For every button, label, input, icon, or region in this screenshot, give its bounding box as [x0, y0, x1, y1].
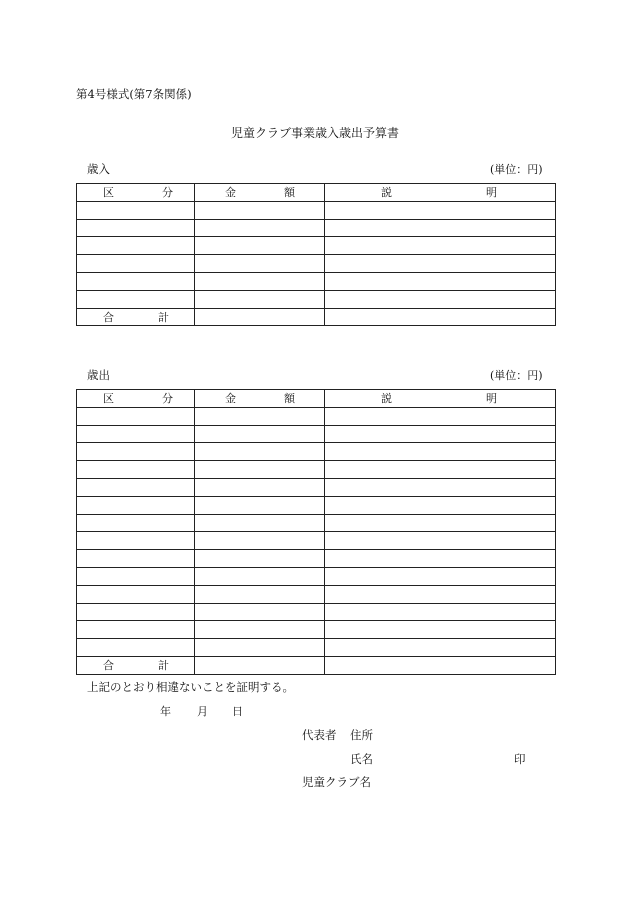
certification-statement: 上記のとおり相違ないことを証明する。 — [87, 680, 294, 694]
description-cell[interactable] — [325, 407, 556, 425]
category-cell[interactable] — [77, 567, 195, 585]
seal-mark: 印 — [514, 752, 526, 766]
description-cell[interactable] — [325, 550, 556, 568]
document-title: 児童クラブ事業歳入歳出予算書 — [230, 126, 399, 140]
table-row — [77, 621, 556, 639]
total-row — [77, 656, 556, 674]
description-cell[interactable] — [325, 237, 556, 255]
amount-cell[interactable] — [195, 255, 325, 273]
description-cell[interactable] — [325, 514, 556, 532]
amount-cell[interactable] — [195, 603, 325, 621]
table-row — [77, 237, 556, 255]
table-row — [77, 532, 556, 550]
amount-cell[interactable] — [195, 478, 325, 496]
table-row — [77, 550, 556, 568]
club-name-label: 児童クラブ名 — [302, 775, 371, 789]
description-cell[interactable] — [325, 621, 556, 639]
description-cell[interactable] — [325, 567, 556, 585]
amount-cell[interactable] — [195, 532, 325, 550]
amount-cell[interactable] — [195, 290, 325, 308]
description-cell[interactable] — [325, 496, 556, 514]
description-cell[interactable] — [325, 585, 556, 603]
description-cell[interactable] — [325, 425, 556, 443]
revenue-unit: (単位：円) — [490, 163, 543, 176]
category-cell[interactable] — [77, 461, 195, 479]
amount-cell[interactable] — [195, 514, 325, 532]
total-row — [77, 308, 556, 326]
amount-cell[interactable] — [195, 567, 325, 585]
table-row — [77, 272, 556, 290]
total-amount-cell[interactable] — [195, 308, 325, 326]
total-description-cell[interactable] — [325, 308, 556, 326]
category-cell[interactable] — [77, 603, 195, 621]
description-cell[interactable] — [325, 532, 556, 550]
description-cell[interactable] — [325, 272, 556, 290]
category-cell[interactable] — [77, 514, 195, 532]
category-cell[interactable] — [77, 219, 195, 237]
header-description: 説 明 — [325, 184, 556, 202]
name-label: 氏名 — [350, 752, 373, 766]
table-row — [77, 425, 556, 443]
table-row — [77, 219, 556, 237]
category-cell[interactable] — [77, 425, 195, 443]
category-cell[interactable] — [77, 550, 195, 568]
header-category: 区 分 — [77, 390, 195, 408]
amount-cell[interactable] — [195, 407, 325, 425]
expenditure-table — [76, 389, 556, 675]
category-cell[interactable] — [77, 443, 195, 461]
amount-cell[interactable] — [195, 621, 325, 639]
header-amount: 金 額 — [195, 390, 325, 408]
description-cell[interactable] — [325, 255, 556, 273]
category-cell[interactable] — [77, 290, 195, 308]
amount-cell[interactable] — [195, 496, 325, 514]
table-row — [77, 461, 556, 479]
table-header-row — [77, 390, 556, 408]
total-description-cell[interactable] — [325, 656, 556, 674]
table-row — [77, 255, 556, 273]
header-category: 区 分 — [77, 184, 195, 202]
table-header-row — [77, 184, 556, 202]
amount-cell[interactable] — [195, 461, 325, 479]
amount-cell[interactable] — [195, 219, 325, 237]
table-row — [77, 496, 556, 514]
table-row — [77, 201, 556, 219]
table-row — [77, 290, 556, 308]
category-cell[interactable] — [77, 272, 195, 290]
description-cell[interactable] — [325, 201, 556, 219]
amount-cell[interactable] — [195, 585, 325, 603]
expenditure-label: 歳出 — [87, 368, 110, 382]
amount-cell[interactable] — [195, 237, 325, 255]
amount-cell[interactable] — [195, 425, 325, 443]
category-cell[interactable] — [77, 621, 195, 639]
revenue-label: 歳入 — [87, 162, 110, 176]
table-row — [77, 585, 556, 603]
category-cell[interactable] — [77, 496, 195, 514]
amount-cell[interactable] — [195, 272, 325, 290]
revenue-table — [76, 183, 556, 326]
table-row — [77, 603, 556, 621]
category-cell[interactable] — [77, 255, 195, 273]
representative-label: 代表者 — [302, 728, 337, 742]
description-cell[interactable] — [325, 290, 556, 308]
table-row — [77, 478, 556, 496]
table-row — [77, 407, 556, 425]
amount-cell[interactable] — [195, 201, 325, 219]
date-day-label: 日 — [232, 705, 243, 718]
total-amount-cell[interactable] — [195, 656, 325, 674]
description-cell[interactable] — [325, 478, 556, 496]
description-cell[interactable] — [325, 219, 556, 237]
table-row — [77, 443, 556, 461]
category-cell[interactable] — [77, 478, 195, 496]
description-cell[interactable] — [325, 443, 556, 461]
header-description: 説 明 — [325, 390, 556, 408]
description-cell[interactable] — [325, 603, 556, 621]
date-year-label: 年 — [160, 705, 171, 718]
description-cell[interactable] — [325, 639, 556, 657]
table-row — [77, 639, 556, 657]
category-cell[interactable] — [77, 201, 195, 219]
date-month-label: 月 — [197, 705, 208, 718]
amount-cell[interactable] — [195, 550, 325, 568]
expenditure-unit: (単位：円) — [490, 369, 543, 382]
category-cell[interactable] — [77, 237, 195, 255]
header-amount: 金 額 — [195, 184, 325, 202]
category-cell[interactable] — [77, 407, 195, 425]
amount-cell[interactable] — [195, 639, 325, 657]
table-row — [77, 514, 556, 532]
address-label: 住所 — [350, 728, 373, 742]
total-label: 合 計 — [77, 308, 195, 326]
description-cell[interactable] — [325, 461, 556, 479]
form-number: 第4号様式(第7条関係) — [76, 87, 192, 101]
table-row — [77, 567, 556, 585]
total-label: 合 計 — [77, 656, 195, 674]
amount-cell[interactable] — [195, 443, 325, 461]
category-cell[interactable] — [77, 532, 195, 550]
category-cell[interactable] — [77, 585, 195, 603]
category-cell[interactable] — [77, 639, 195, 657]
